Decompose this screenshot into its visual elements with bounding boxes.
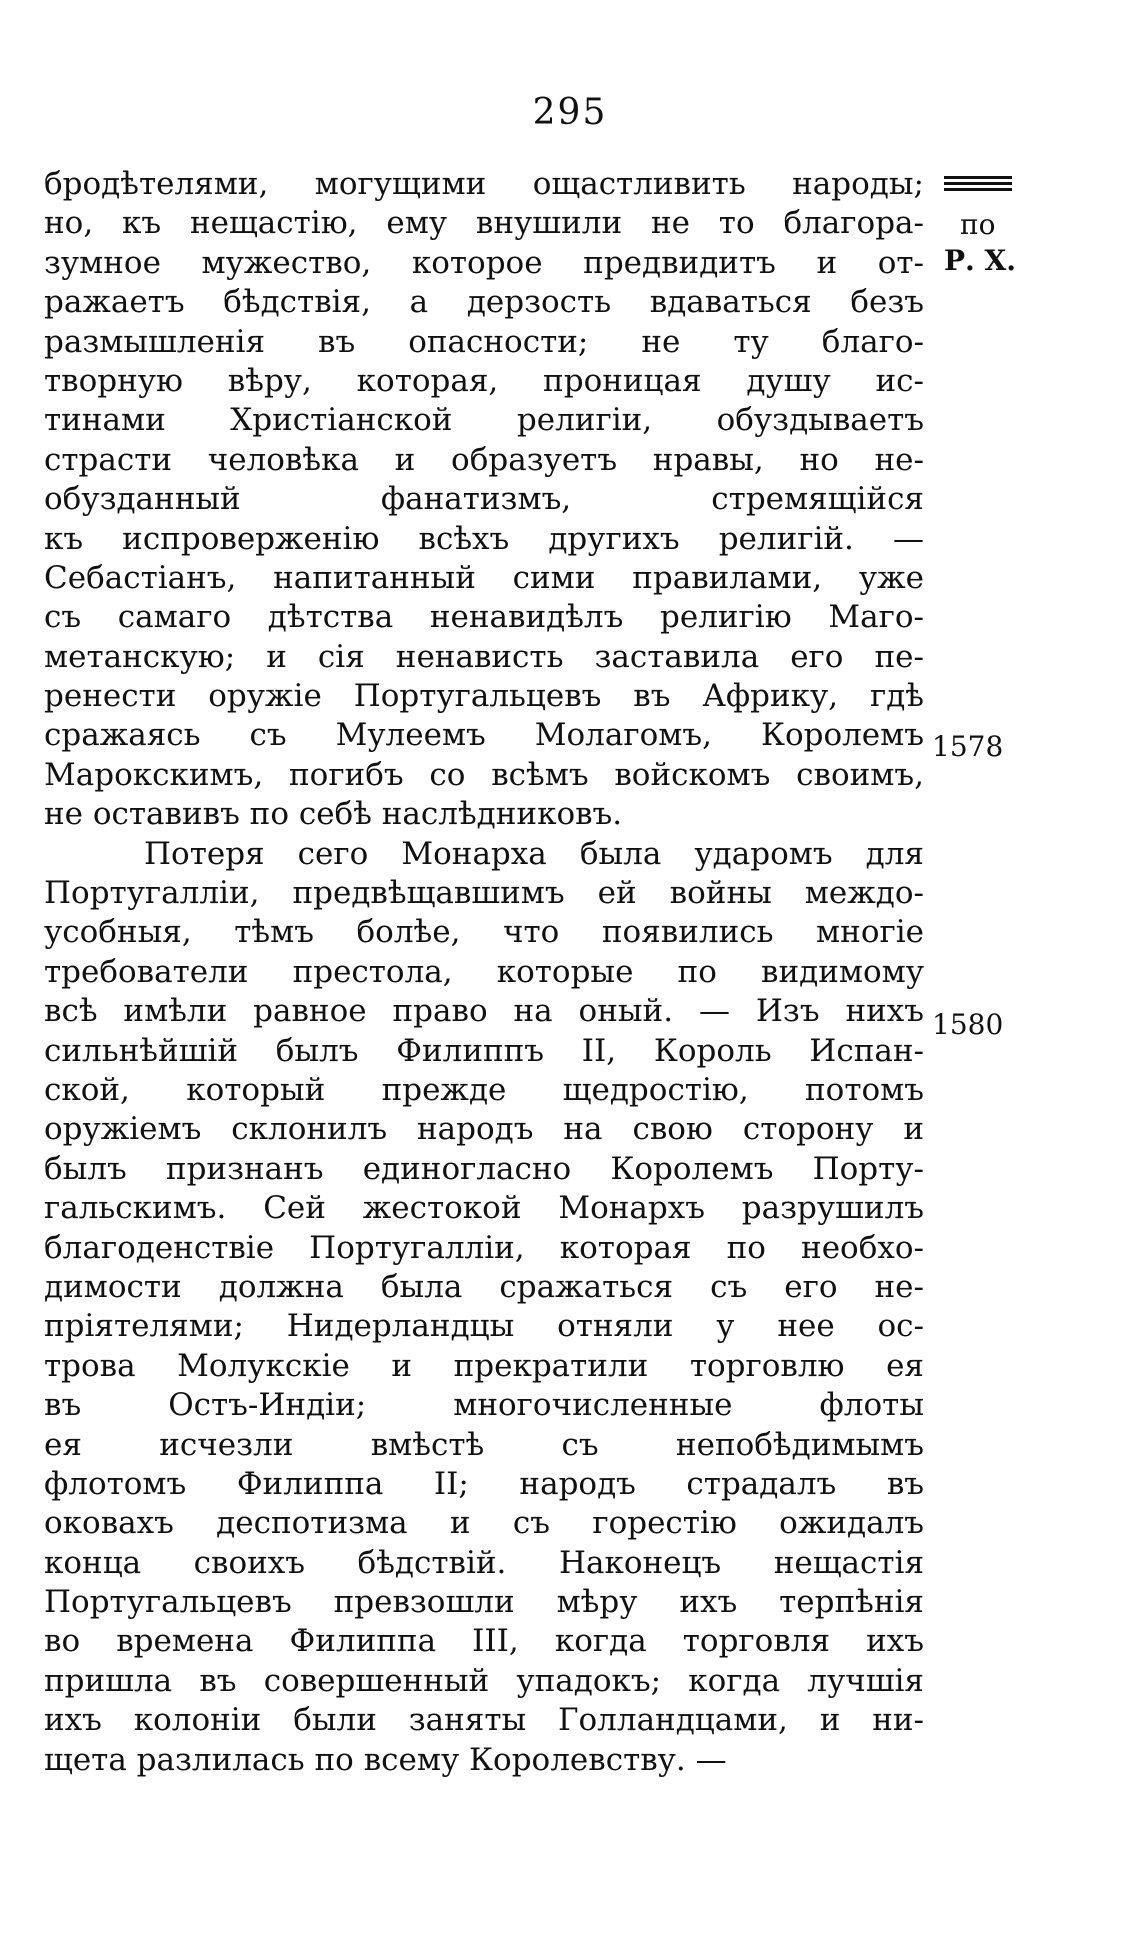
text-line: зумное мужество, которое предвидитъ и от-	[44, 244, 924, 281]
text-line: съ самаго дѣтства ненавидѣлъ религію Маго-	[44, 599, 924, 636]
text-line: ражаетъ бѣдствія, а дерзость вдаваться безъ	[44, 284, 924, 321]
text-line: ихъ колоніи были заняты Голландцами, и ни-	[44, 1702, 924, 1739]
margin-note-era	[960, 208, 996, 242]
text-line: размышленія въ опасности; не ту благо-	[44, 323, 924, 360]
margin-note-era-line1: по	[960, 208, 996, 241]
text-line: не оставивъ по себѣ наслѣдниковъ.	[44, 796, 623, 833]
text-line: сражаясь съ Мулеемъ Молагомъ, Королемъ	[44, 717, 924, 754]
text-line: димости должна была сражаться съ его не-	[44, 1268, 924, 1305]
margin-note-era-2	[944, 244, 1016, 278]
text-line: сильнѣйшій былъ Филиппъ II, Король Испан-	[44, 1032, 924, 1069]
margin-rule	[944, 176, 1012, 179]
text-line: трова Молукскіе и прекратили торговлю ея	[44, 1347, 924, 1384]
text-line: но, къ нещастію, ему внушили не то благора-	[44, 205, 924, 242]
text-line: оковахъ деспотизма и съ горестію ожидалъ	[44, 1505, 924, 1542]
text-line: страсти человѣка и образуетъ нравы, но не-	[44, 441, 924, 478]
text-line: творную вѣру, которая, проницая душу ис-	[44, 362, 924, 399]
text-line: ренести оружіе Португальцевъ въ Африку, гдѣ	[44, 678, 924, 715]
text-line: всѣ имѣли равное право на оный. — Изъ нихъ	[44, 993, 924, 1030]
margin-note-year-1580: 1580	[932, 1008, 1004, 1041]
text-line: во времена Филиппа III, когда торговля ихъ	[44, 1623, 924, 1660]
text-line: ской, который прежде щедростію, потомъ	[44, 1071, 924, 1108]
text-line: флотомъ Филиппа II; народъ страдалъ въ	[44, 1465, 924, 1502]
text-line: Марокскимъ, погибъ со всѣмъ войскомъ своимъ,	[44, 756, 924, 793]
text-line: усобныя, тѣмъ болѣе, что появились многіе	[44, 914, 924, 951]
page-number: 295	[532, 92, 608, 133]
text-line: Себастіанъ, напитанный сими правилами, уже	[44, 559, 924, 596]
text-line: требователи престола, которые по видимому	[44, 953, 924, 990]
text-line: оружіемъ склонилъ народъ на свою сторону и	[44, 1111, 924, 1148]
text-line: бродѣтелями, могущими ощастливить народы;	[44, 166, 924, 202]
text-line: пришла въ совершенный упадокъ; когда лучшія	[44, 1662, 924, 1699]
margin-note-era-line2: Р. Х.	[944, 244, 1017, 277]
text-line: гальскимъ. Сей жестокой Монархъ разрушилъ	[44, 1190, 924, 1227]
text-line: конца своихъ бѣдствій. Наконецъ нещастія	[44, 1544, 924, 1581]
text-line: тинами Христіанской религіи, обуздываетъ	[44, 402, 924, 439]
text-line: Потеря сего Монарха была ударомъ для	[144, 835, 924, 872]
text-line: щета разлилась по всему Королевству. —	[44, 1741, 727, 1778]
margin-note-year-1578: 1578	[932, 730, 1004, 763]
text-line: былъ признанъ единогласно Королемъ Порту-	[44, 1150, 924, 1187]
text-line: обузданный фанатизмъ, стремящійся	[44, 481, 924, 518]
text-line: благоденствіе Португалліи, которая по необхо-	[44, 1229, 924, 1266]
text-line: къ испроверженію всѣхъ другихъ религій. —	[44, 520, 924, 557]
text-line: Португалліи, предвѣщавшимъ ей войны междо-	[44, 875, 924, 912]
text-line: ея исчезли вмѣстѣ съ непобѣдимымъ	[44, 1426, 924, 1463]
text-line: метанскую; и сія ненависть заставила его пе-	[44, 638, 924, 675]
text-line: Португальцевъ превзошли мѣру ихъ терпѣнія	[44, 1584, 924, 1621]
text-line: пріятелями; Нидерландцы отняли у нее ос-	[44, 1308, 924, 1345]
text-line: въ Остъ-Индіи; многочисленные флоты	[44, 1387, 924, 1424]
text-body	[44, 165, 924, 1780]
